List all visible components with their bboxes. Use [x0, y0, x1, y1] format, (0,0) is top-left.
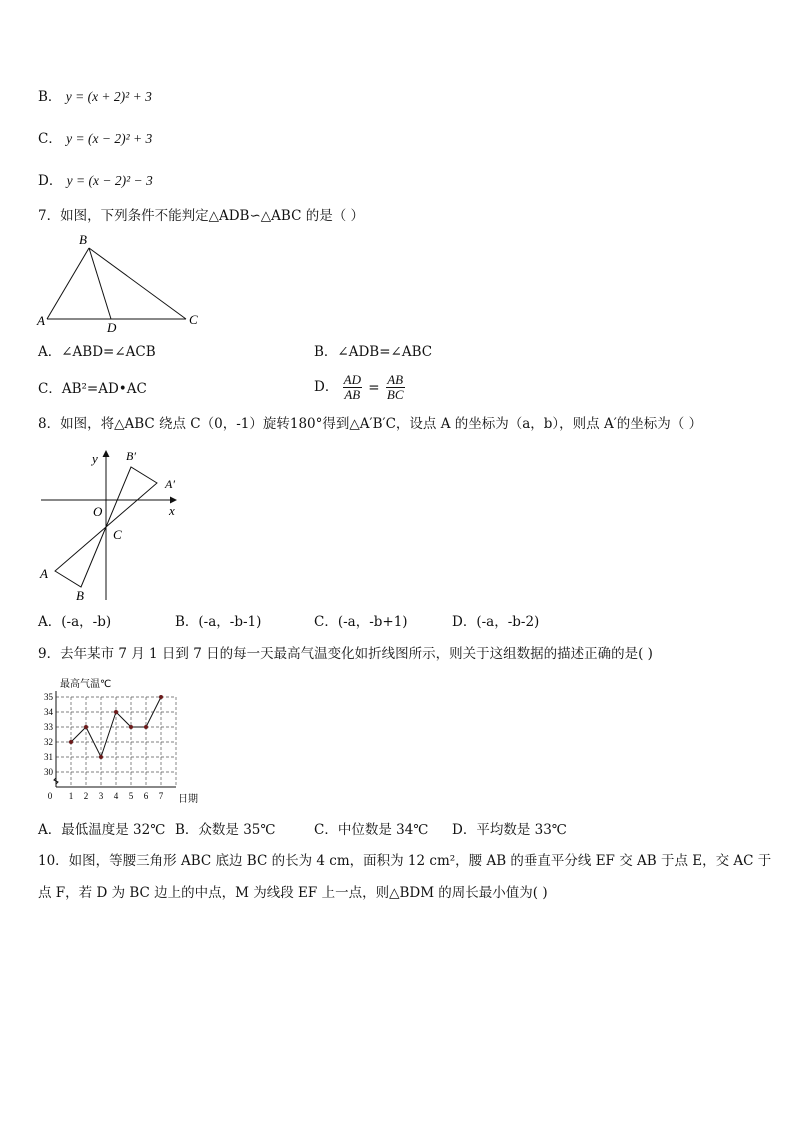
q7-stem: 7．如图，下列条件不能判定△ADB∽△ABC 的是（ ）	[38, 208, 364, 224]
chart-x-tick-2: 2	[83, 791, 89, 801]
q6-option-c-label: C．	[38, 131, 62, 147]
q7-label-c: C	[189, 312, 198, 327]
chart-point-day-6	[144, 725, 148, 729]
q7-option-d	[314, 370, 405, 405]
chart-point-day-7	[159, 695, 163, 699]
chart-x-tick-3: 3	[98, 791, 104, 801]
q7-option-c: C．AB²=AD•AC	[38, 381, 147, 397]
q6-option-b	[38, 88, 152, 106]
q8-stem: 8．如图，将△ABC 绕点 C（0，-1）旋转180°得到△A′B′C，设点 A 的坐标为（a，b），则点 A′的坐标为（ ）	[38, 416, 703, 432]
q7-frac1-denominator: AB	[344, 387, 361, 402]
q8-label-a-prime: A′	[165, 477, 175, 491]
q9-option-a: A．最低温度是 32℃	[38, 822, 166, 838]
q10-stem-line-2: 点 F，若 D 为 BC 边上的中点，M 为线段 EF 上一点，则△BDM 的周长最小值为( )	[38, 885, 548, 901]
q7-label-a: A	[37, 313, 45, 328]
q9-option-c: C．中位数是 34℃	[314, 822, 429, 838]
q7-triangle-figure	[34, 228, 209, 336]
q9-stem: 9．去年某市 7 月 1 日到 7 日的每一天最高气温变化如折线图所示，则关于这组数据的描述正确的是( )	[38, 646, 653, 662]
chart-point-day-3	[99, 755, 103, 759]
q10-stem-line-1: 10．如图，等腰三角形 ABC 底边 BC 的长为 4 cm，面积为 12 cm²，腰 AB 的垂直平分线 EF 交 AB 于点 E，交 AC 于	[38, 853, 772, 869]
q8-option-c: C．(-a，-b+1)	[314, 614, 408, 630]
chart-point-day-5	[129, 725, 133, 729]
chart-point-day-1	[69, 740, 73, 744]
chart-x-tick-0: 0	[47, 791, 53, 801]
q7-option-d-equals: =	[368, 379, 380, 396]
q8-label-c: C	[113, 527, 122, 542]
q8-option-b: B．(-a，-b-1)	[175, 614, 262, 630]
q8-label-y: y	[92, 451, 98, 466]
chart-x-tick-7: 7	[158, 791, 164, 801]
q9-option-b: B．众数是 35℃	[175, 822, 276, 838]
chart-y-axis	[54, 691, 58, 787]
q9-line-chart	[40, 675, 210, 807]
q7-frac1-numerator: AD	[343, 372, 361, 387]
q8-triangle-abc	[55, 527, 106, 587]
q7-option-d-fraction-1	[343, 373, 362, 402]
chart-y-axis-label: 最高气温℃	[60, 679, 112, 690]
q8-label-a: A	[40, 566, 48, 581]
chart-y-tick-35: 35	[44, 692, 53, 702]
q6-option-d-expr: y = (x − 2)² − 3	[66, 173, 153, 188]
q7-label-b: B	[79, 232, 87, 247]
q7-frac2-denominator: BC	[386, 387, 404, 402]
chart-x-tick-6: 6	[143, 791, 149, 801]
q7-option-a: A．∠ABD=∠ACB	[38, 344, 156, 360]
chart-y-tick-31: 31	[44, 752, 53, 762]
q7-frac2-numerator: AB	[387, 372, 404, 387]
q7-option-d-fraction-2	[386, 373, 405, 402]
chart-y-tick-33: 33	[44, 722, 53, 732]
chart-x-tick-5: 5	[128, 791, 134, 801]
q6-option-d-label: D．	[38, 173, 63, 189]
q6-option-c	[38, 130, 152, 148]
q9-option-d: D．平均数是 33℃	[452, 822, 567, 838]
q8-coordinate-figure	[36, 445, 186, 605]
chart-x-axis-label: 日期	[178, 794, 198, 805]
q6-option-c-expr: y = (x − 2)² + 3	[66, 131, 153, 146]
q6-option-d	[38, 172, 153, 190]
q7-label-d: D	[107, 320, 117, 335]
q8-label-o: O	[93, 504, 103, 519]
chart-x-tick-4: 4	[113, 791, 119, 801]
q6-option-b-expr: y = (x + 2)² + 3	[65, 89, 152, 104]
q8-option-a: A．(-a，-b)	[38, 614, 112, 630]
chart-y-tick-32: 32	[44, 737, 53, 747]
chart-point-day-4	[114, 710, 118, 714]
q7-option-d-label: D．	[314, 379, 339, 395]
q8-triangle-a-b-c	[106, 467, 157, 527]
q8-option-d: D．(-a，-b-2)	[452, 614, 540, 630]
chart-x-tick-1: 1	[68, 791, 74, 801]
chart-y-tick-34: 34	[44, 707, 53, 717]
q6-option-b-label: B．	[38, 89, 62, 105]
q8-label-x: x	[169, 503, 175, 518]
q7-option-b: B．∠ADB=∠ABC	[314, 344, 433, 360]
q8-label-b-prime: B′	[126, 449, 136, 463]
q8-label-b: B	[76, 588, 84, 603]
chart-point-day-2	[84, 725, 88, 729]
chart-axes	[54, 691, 176, 787]
chart-y-tick-30: 30	[44, 767, 53, 777]
